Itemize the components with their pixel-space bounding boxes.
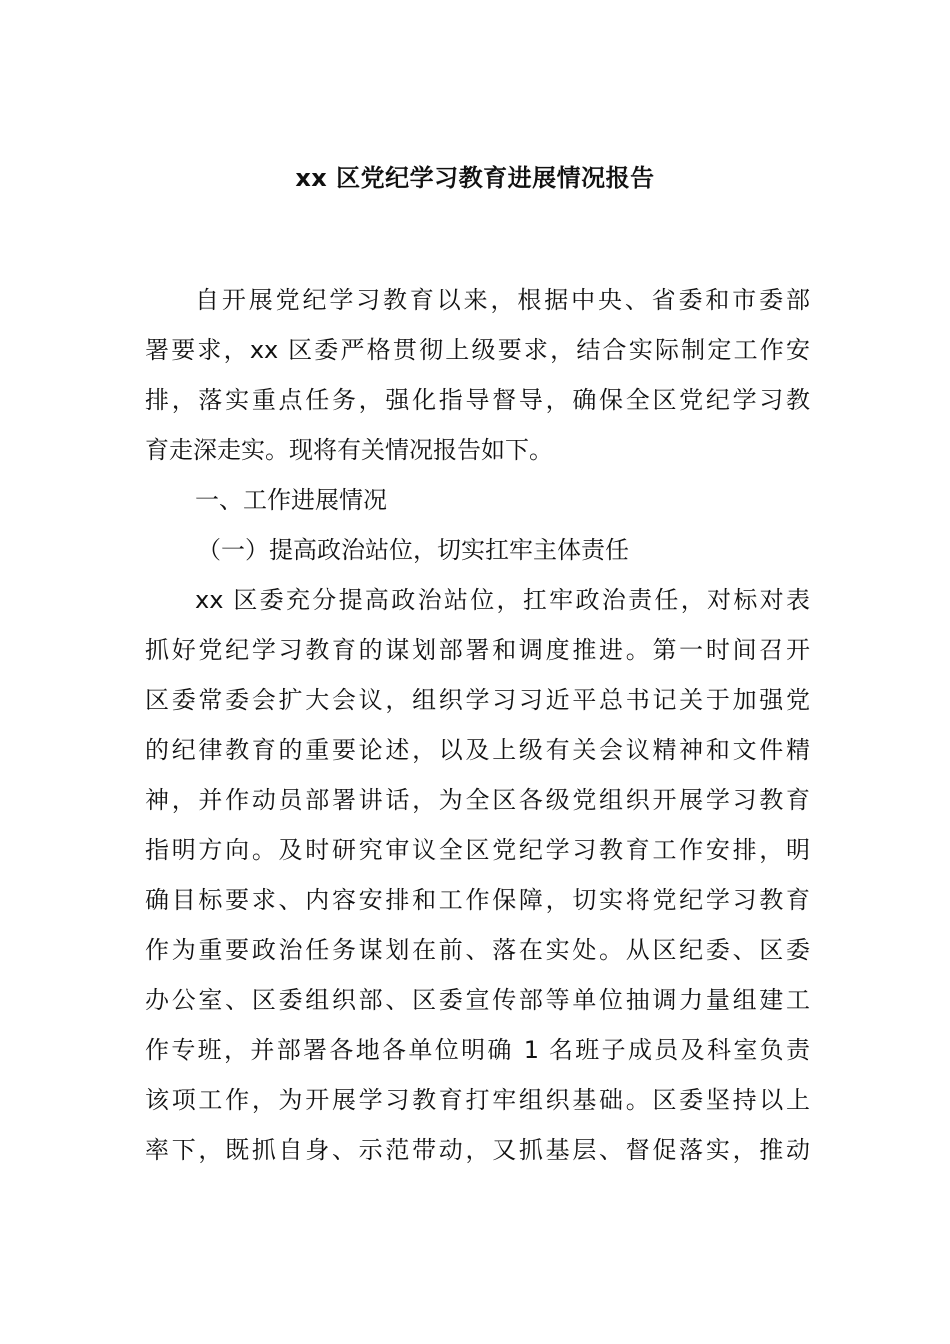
body-line: 抓好党纪学习教育的谋划部署和调度推进。第一时间召开 [145, 636, 810, 664]
section-heading: 一、工作进展情况 [195, 486, 387, 514]
body-line: 确目标要求、内容安排和工作保障，切实将党纪学习教育 [145, 886, 810, 914]
body-line: 区委常委会扩大会议，组织学习习近平总书记关于加强党 [145, 686, 810, 714]
body-line: 作专班，并部署各地各单位明确 1 名班子成员及科室负责 [145, 1036, 810, 1064]
intro-line: 自开展党纪学习教育以来，根据中央、省委和市委部 [195, 286, 810, 314]
body-line: 办公室、区委组织部、区委宣传部等单位抽调力量组建工 [145, 986, 810, 1014]
body-line: 率下，既抓自身、示范带动，又抓基层、督促落实，推动 [145, 1136, 810, 1164]
body-line: 神，并作动员部署讲话，为全区各级党组织开展学习教育 [145, 786, 810, 814]
intro-line: 排，落实重点任务，强化指导督导，确保全区党纪学习教 [145, 386, 810, 414]
intro-line: 育走深走实。现将有关情况报告如下。 [145, 436, 553, 464]
intro-line: 署要求，xx 区委严格贯彻上级要求，结合实际制定工作安 [145, 336, 810, 364]
subsection-heading: （一）提高政治站位，切实扛牢主体责任 [197, 536, 629, 564]
body-line: xx 区委充分提高政治站位，扛牢政治责任，对标对表 [195, 586, 810, 614]
document-title: xx 区党纪学习教育进展情况报告 [295, 164, 655, 192]
body-line: 的纪律教育的重要论述，以及上级有关会议精神和文件精 [145, 736, 810, 764]
body-line: 指明方向。及时研究审议全区党纪学习教育工作安排，明 [145, 836, 810, 864]
body-line: 作为重要政治任务谋划在前、落在实处。从区纪委、区委 [145, 936, 810, 964]
body-line: 该项工作，为开展学习教育打牢组织基础。区委坚持以上 [145, 1086, 810, 1114]
